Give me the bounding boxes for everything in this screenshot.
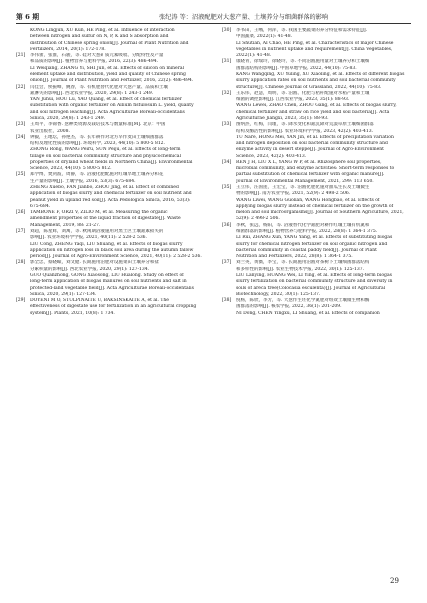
- reference-line: 中国蔬菜, 2022(1): 41-48.: [236, 34, 293, 40]
- reference-entry: [16, 97, 205, 122]
- reference-line: DOYENI M O, STULPINAITE U, BAKSINSKAITE A, et al. The: [30, 298, 169, 304]
- reference-line: 倪杨，陈欣，李芳，等. 大葱作生坯化学氮肥对组效土壤微生物和酶: [236, 298, 370, 304]
- reference-number: [37]: [222, 260, 232, 266]
- reference-text: [236, 122, 411, 135]
- reference-line: 菌群落结构的影响[J]. 中国草地学报, 2022, 44(10): 75-83.: [236, 65, 357, 71]
- reference-text: [236, 223, 411, 236]
- reference-line: properties of dryland wheat fields in Northern China[J]. Environmental: [30, 159, 193, 165]
- reference-text: [236, 185, 411, 198]
- reference-text: [30, 66, 205, 85]
- reference-line: 闫佳会，侯振峰，姚春，等. 有机肥替代化肥对大葱产量、品质和土壤: [30, 84, 168, 90]
- issue-number: 第 6 期: [16, 13, 40, 21]
- reference-text: [30, 85, 205, 98]
- reference-number: [28]: [16, 260, 26, 266]
- reference-text: [30, 135, 205, 148]
- reference-number: [33]: [222, 122, 232, 128]
- reference-line: 生产量的影响[J]. 土壤学报, 2016, 53(3): 675-684.: [30, 178, 136, 184]
- reference-text: [236, 235, 411, 260]
- reference-line: application of biogas slurry and chemical fertilizer on soil nutrient and: [30, 191, 192, 197]
- reference-line: KONG Lingjun, XU Kun, HE Ping, et al. Influence of interaction: [30, 28, 175, 33]
- reference-line: applying biogas slurry instead of chemical fertilizer on the growth of: [236, 203, 394, 209]
- reference-line: Sinica, 2020, 29(8): 1 243-1 249.: [30, 115, 105, 121]
- reference-line: LI Rui, ZHANG Xun, YANG Yang, et al. Effects of substituting biogas: [236, 235, 393, 241]
- reference-line: structure[J]. Chinese Journal of Grassland, 2022, 44(10): 75-83.: [236, 84, 382, 90]
- reference-line: LI Weiqiang, ZHANG Yi, SHI Jun, et al. Effects of silicon on mineral: [30, 65, 184, 71]
- reference-line: WANG Liwei, WANG Guolian, WANG Hongbao, et al. Effects of: [236, 197, 380, 203]
- reference-text: [30, 28, 205, 53]
- reference-entry: [222, 298, 411, 311]
- reference-text: [30, 53, 205, 66]
- reference-line: LIU Lanying, HUANG Wei, LI Ying, et al. Effects of long-term biogas: [236, 272, 392, 278]
- reference-line: and nitrogen deposition on soil bacterial community structure and: [236, 141, 388, 147]
- reference-line: slurry application rates on soil nutrients and soil bacterial community: [236, 78, 396, 84]
- reference-number: [27]: [16, 229, 26, 234]
- reference-line: protected-land vegetable field[J]. Acta Agriculturae Boreali-occidentalis: [30, 285, 194, 291]
- reference-line: Fertilizers, 2014, 20(1): 172-178.: [30, 46, 106, 52]
- reference-line: element uptake and distribution, yield and quality of Chinese spring: [30, 71, 186, 77]
- reference-line: bacterial community in coastal paddy field[J]. Journal of Plant: [236, 247, 377, 253]
- reference-line: GUO Quanzhong, GONG Xiaosong, LIU Hualong. Study on effect of: [30, 272, 184, 278]
- reference-text: [30, 122, 205, 135]
- reference-number: [34]: [222, 159, 232, 165]
- reference-number: [16, 242, 30, 261]
- reference-entry: [16, 185, 205, 210]
- reference-line: soils of areca tree(Colocasia esculenta)[J]. Journal of Agricultural: [236, 285, 386, 291]
- reference-text: [30, 147, 205, 172]
- reference-number: [222, 41, 236, 60]
- reference-line: vegetables in nutrient uptake and requirement[J]. China Vegetables,: [236, 46, 393, 52]
- running-title: 张纪涛 等：沼液配肥对大葱产量、土壤养分与细菌群落的影响: [159, 13, 329, 21]
- reference-line: 细菌的调控影响[J]. 江西农业学报, 2023, 35(1): 88-93.: [236, 97, 350, 103]
- reference-line: NI Dong, CHEN Yingxu, LI Shuang, et al. Effects of companion: [236, 310, 380, 316]
- reference-entry: [222, 59, 411, 72]
- reference-line: 王乐伟，赵慧，周明，等. 沼液、化肥与秸秆配施对水稻产量和土壤: [236, 90, 370, 96]
- right-reference-column: [222, 28, 411, 317]
- reference-line: 刘超，陈星辉，刘寓，等. 秋闲期沼液施用对黑土区土壤氮素损失的: [30, 229, 164, 234]
- reference-number: [16, 66, 30, 85]
- reference-line: ZHENG Xuebo, FAN Jianbo, ZHOU Jing, et al. Effect of combined: [30, 185, 179, 191]
- reference-number: [21]: [16, 53, 26, 59]
- reference-entry: [16, 229, 205, 242]
- reference-number: [38]: [222, 298, 232, 304]
- reference-line: slurry for chemical nitrogen fertilizer on soil organic nitrogen and: [236, 241, 388, 247]
- reference-line: onion[J]. Journal of Plant Nutrition and Fertilizer, 2016, 22(2): 486-494.: [30, 78, 194, 84]
- reference-text: [30, 298, 205, 317]
- reference-line: enzyme activity in desert steppe[J]. Journal of Agro-Environment: [236, 147, 384, 153]
- reference-number: [29]: [16, 298, 26, 304]
- reference-entry: [222, 311, 411, 317]
- reference-text: [30, 273, 205, 298]
- reference-number: [25]: [16, 172, 26, 178]
- reference-line: 影响[J]. 农业环境科学学报, 2021, 40(11): 2 528-2 536.: [30, 235, 147, 241]
- reference-line: amendment properties of the liquid fraction of digestate[J]. Waste: [30, 216, 181, 222]
- reference-entry: [16, 172, 205, 185]
- reference-line: 刘兰英，黄薇，李宝，等. 长期施用沼液对茶树下土壤细菌群落结构: [236, 260, 370, 266]
- reference-text: [236, 260, 411, 273]
- reference-entry: [16, 53, 205, 66]
- reference-line: 郭全忠，蔡晓嵘，刘文健. 长期施用沼肥对设施菜田土壤养分和盐: [30, 260, 159, 266]
- reference-line: Sinica, 2020, 29(1): 127-134.: [30, 291, 97, 297]
- reference-text: [236, 41, 411, 60]
- reference-number: [222, 198, 236, 223]
- reference-number: [30]: [222, 28, 232, 33]
- running-header: [16, 9, 411, 23]
- reference-line: peanut yield in upland red soil[J]. Acta Pedologica Sinica, 2016, 53(3):: [30, 197, 191, 203]
- reference-number: [16, 147, 30, 172]
- reference-line: long-term application of biogas manures on soil nutrients and salt in: [30, 279, 187, 285]
- reference-text: [236, 311, 411, 317]
- reference-line: 物的影响[J]. 南方农业学报, 2021, 52(9): 2 498-2 506.: [236, 191, 351, 197]
- reference-number: [16, 28, 30, 53]
- reference-entry: [222, 103, 411, 122]
- reference-number: [222, 273, 236, 298]
- reference-line: 李书田，王峨，何萍，等. 我国主要蔬菜的养分特征和需求特征[J].: [236, 28, 368, 33]
- reference-number: [222, 235, 236, 260]
- reference-line: tillage on soil bacterial community structure and physicochemical: [30, 153, 181, 159]
- reference-line: Journal of Environmental Management, 2021, 299: 113 650.: [236, 178, 374, 184]
- reference-line: system[J]. Plants, 2021, 10(8): 1 734.: [30, 310, 115, 316]
- reference-line: 菌群落的影响[J]. 核农学报, 2022, 36(1): 201-209.: [236, 304, 342, 310]
- reference-line: 图纳热，红梅，闫瑾，等. 降水变化和氮沉降对荒漠草原土壤细菌群落: [236, 122, 374, 128]
- reference-line: YAN Juhui, HOU Lu, YAO Quang, et al. Effect of chemical fertilizer: [30, 97, 182, 103]
- reference-entry: [222, 223, 411, 236]
- reference-entry: [222, 122, 411, 135]
- reference-text: [30, 185, 205, 210]
- reference-entry: [222, 260, 411, 273]
- reference-line: Management, 2019, 88: 21-27.: [30, 222, 101, 228]
- reference-line: 氮淋失的影响[J]. 西北农业学报, 2020, 29(8): 1 243-1 249.: [30, 90, 154, 96]
- reference-line: 2022(1): 41-48.: [236, 53, 272, 59]
- reference-line: melon and soil microorganisms[J]. Journal of Southern Agriculture, 2021,: [236, 210, 404, 216]
- reference-line: 结构及理化性质的影响[J]. 环境科学, 2023, 44(10): 5 800-5 812.: [30, 141, 165, 147]
- reference-number: [222, 311, 236, 317]
- reference-text: [236, 103, 411, 122]
- reference-line: KANG Wangqing, XU Yuling, XU Xiaoling, et al. Effects of different biogas: [236, 71, 405, 77]
- reference-entry: [222, 41, 411, 60]
- reference-number: [32]: [222, 90, 232, 96]
- reference-line: Biotechnology, 2022, 30(1): 125-137.: [236, 291, 321, 297]
- reference-text: [30, 242, 205, 261]
- reference-text: [236, 135, 411, 160]
- reference-entry: [222, 235, 411, 260]
- reference-line: between nitrogen and sulfur on N, P, K and S absorption and: [30, 34, 169, 40]
- reference-line: 钟毅，王地坛，孙艳杰，等. 长年耕作对北方早作麦田土壤细菌群落: [30, 134, 164, 140]
- reference-entry: [16, 66, 205, 85]
- reference-entry: [222, 72, 411, 91]
- reference-line: Science, 2023, 42(2): 403-413.: [236, 153, 307, 159]
- reference-line: and soil nitrogen leaching[J]. Acta Agriculturae Boreali-occidentalis: [30, 109, 185, 115]
- reference-line: 52(9): 2 498-2 506.: [236, 216, 280, 222]
- reference-number: [222, 135, 236, 160]
- reference-text: [30, 172, 205, 185]
- reference-number: [23]: [16, 122, 26, 128]
- left-reference-column: [16, 28, 205, 317]
- reference-entry: [222, 160, 411, 185]
- reference-number: [16, 97, 30, 122]
- reference-entry: [16, 122, 205, 135]
- reference-entry: [222, 273, 411, 298]
- reference-text: [30, 97, 205, 122]
- reference-line: LI Shutian, AI Chao, HE Ping, et al. Characteristics of major Chinese: [236, 40, 394, 46]
- reference-line: 李秋，张远，杨阳，等. 沼液替代化学氮肥对耕作红壤土壤有机氮和: [236, 222, 370, 228]
- reference-line: 李伟蕾，张淮，石骏，等. 硅对大葱矿质元素吸收、分配特性及产量: [30, 53, 164, 59]
- reference-line: 675-684.: [30, 203, 51, 209]
- reference-number: [222, 103, 236, 122]
- reference-line: 结构及酶活性的影响[J]. 农业环境科学学报, 2023, 42(2): 403-413.: [236, 128, 374, 134]
- reference-line: ZHONG Rong, WANG Peiru, SUN Peiju, et al. Effects of long-term: [30, 147, 181, 153]
- reference-line: Agriculturae Jiangxi, 2023, 35(1): 88-93.: [236, 115, 329, 121]
- reference-entry: [16, 210, 205, 229]
- reference-line: substitution with organic fertilizer on Allium fistulosum L. yield, quality: [30, 103, 194, 109]
- reference-text: [236, 72, 411, 91]
- reference-number: [24]: [16, 134, 26, 140]
- reference-text: [30, 229, 205, 242]
- reference-line: application on nitrogen loss in black soil area during the autumn fallow: [30, 247, 194, 253]
- reference-line: 王周平，李锦香. 葱种类资源及栽培技术与数量标准[M]. 北京：中国: [30, 122, 166, 128]
- reference-text: [236, 91, 411, 104]
- reference-line: 康晓青，徐瑞玲，徐晓玲，等. 不同沼液施用量对土壤养分和土壤细: [236, 59, 370, 65]
- reference-line: distribution of Chinese spring onion[J]. Journal of Plant Nutrition and: [30, 40, 189, 46]
- reference-text: [236, 59, 411, 72]
- reference-entry: [222, 198, 411, 223]
- reference-line: slurry fertilization on bacterial community structure and diversity in: [236, 279, 393, 285]
- reference-entry: [16, 135, 205, 148]
- reference-entry: [16, 147, 205, 172]
- reference-text: [30, 210, 205, 229]
- reference-line: 郑学博，樊剑波，周静，等. 沼液化肥配施对红壤旱地土壤养分和花: [30, 172, 164, 178]
- reference-line: REN J H, LIU X L, YANG W P, et al. Rhizosphere soil properties,: [236, 159, 382, 165]
- reference-line: partial substitution of chemical fertilizer with organic manure[J].: [236, 172, 385, 178]
- reference-line: 和品质的影响[J]. 植物营养与肥料学报, 2016, 22(3): 486-494.: [30, 59, 159, 65]
- reference-line: 和多样性的影响[J]. 农业生物技术学报, 2022, 30(1): 125-137.: [236, 266, 365, 272]
- reference-entry: [16, 273, 205, 298]
- reference-line: Nutrition and Fertilizers, 2022, 28(8): 1 364-1 375.: [236, 254, 353, 260]
- reference-number: [16, 273, 30, 298]
- reference-line: 王立伟，汪国莲，王宏宝，等. 沼液化肥化施对甜瓜生长及土壤微生: [236, 185, 370, 191]
- reference-line: 分累积量的影响[J]. 西北农业学报, 2020, 29(1): 127-134.: [30, 266, 150, 272]
- reference-line: TU Nare, HONG Mei, YAN Jin, et al. Effects of precipitation variation: [236, 134, 394, 140]
- reference-number: [35]: [222, 185, 232, 191]
- reference-entry: [16, 260, 205, 273]
- reference-number: [31]: [222, 59, 232, 65]
- reference-number: [26]: [16, 210, 26, 216]
- reference-line: LIU Cong, ZHENG Yaqi, LIU Shuang, et al. Effects of biogas slurry: [30, 241, 183, 247]
- reference-line: microbial community, and enzyme activities: Short-term responses to: [236, 166, 395, 172]
- reference-line: TAMBONE F, ORZI V, ZILIO M, et al. Measuring the organic: [30, 210, 168, 216]
- reference-line: effectiveness of digestate use for fertilization in an agricultural cropping: [30, 304, 197, 310]
- reference-line: 农业出版社，2008.: [30, 128, 70, 134]
- reference-number: [36]: [222, 222, 232, 228]
- reference-text: [30, 260, 205, 273]
- reference-entry: [222, 91, 411, 104]
- reference-entry: [16, 28, 205, 53]
- reference-line: period[J]. Journal of Agro-Environment Science, 2021, 40(11): 2 528-2 536.: [30, 254, 202, 260]
- reference-entry: [222, 135, 411, 160]
- reference-number: [22]: [16, 84, 26, 90]
- reference-number: [16, 185, 30, 210]
- reference-text: [236, 160, 411, 185]
- reference-line: 细菌群落的影响[J]. 植物营养与肥料学报, 2022, 28(8): 1 364-1 375.: [236, 229, 378, 234]
- reference-entry: [222, 185, 411, 198]
- reference-text: [236, 28, 411, 41]
- reference-text: [236, 198, 411, 223]
- reference-line: WANG Lewei, ZHAO Chen, ZHOU Gang, et al. Effects of biogas slurry,: [236, 103, 397, 109]
- reference-entry: [16, 242, 205, 261]
- reference-entry: [16, 85, 205, 98]
- reference-line: chemical fertilizer and straw on rice yield and soil bacteria[J]. Acta: [236, 109, 390, 115]
- reference-text: [236, 273, 411, 298]
- reference-entry: [222, 28, 411, 41]
- reference-number: [222, 72, 236, 91]
- reference-line: Science, 2023, 44(10): 5 800-5 812.: [30, 166, 112, 172]
- reference-text: [236, 298, 411, 311]
- reference-entry: [16, 298, 205, 317]
- header-rule: [16, 23, 411, 24]
- page-number: 29: [390, 577, 399, 585]
